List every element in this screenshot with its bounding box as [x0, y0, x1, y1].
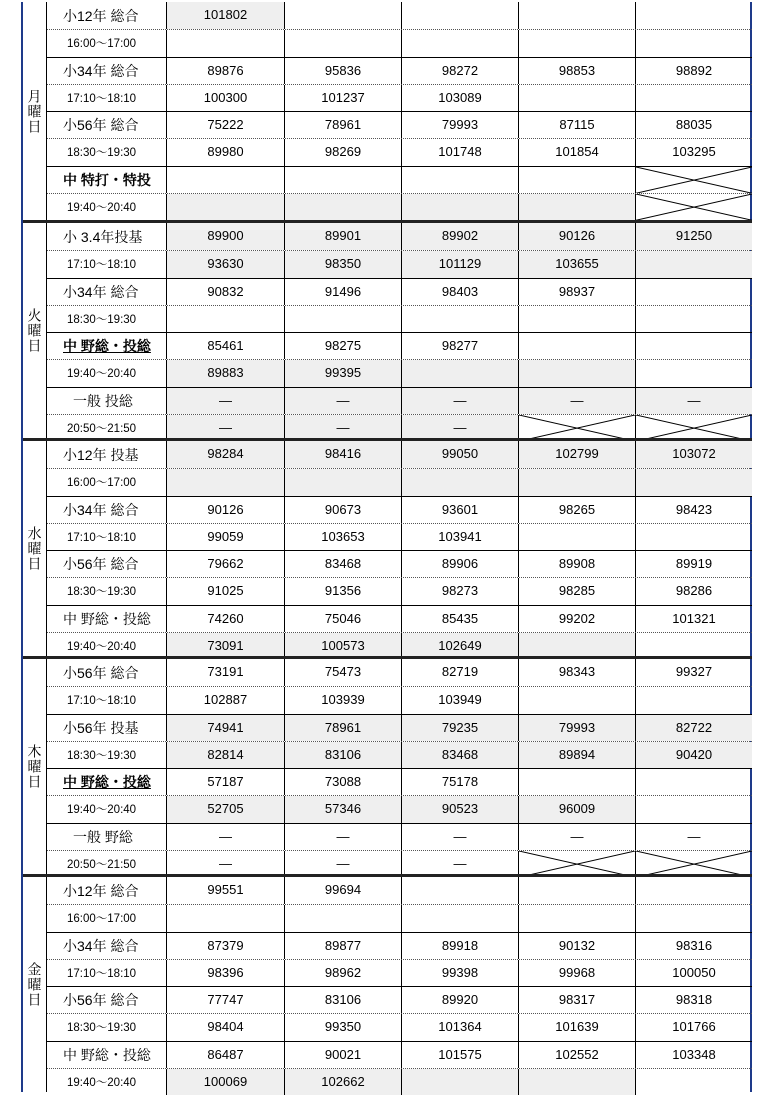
class-row [47, 1041, 752, 1068]
member-id-cell: 82719 [402, 659, 519, 686]
member-id-cell: 98284 [167, 441, 285, 468]
member-id-cell [636, 30, 752, 56]
day-label [23, 2, 47, 220]
class-name: 小34年 総合 [47, 497, 167, 523]
member-id-cell [636, 85, 752, 111]
class-time: 20:50～21:50 [47, 415, 167, 441]
member-id-cell: 90132 [519, 933, 636, 959]
member-id-cell: — [167, 851, 285, 877]
member-id-cell: 82722 [636, 715, 752, 741]
member-id-cell [636, 877, 752, 904]
member-id-cell: 89901 [285, 223, 402, 250]
class-row [47, 550, 752, 577]
member-id-cell: 93601 [402, 497, 519, 523]
member-id-cell: 99398 [402, 960, 519, 986]
member-id-cell [167, 194, 285, 220]
member-id-cell [167, 306, 285, 332]
member-id-cell [636, 1069, 752, 1095]
member-id-cell: 101802 [167, 2, 285, 29]
member-id-cell [402, 905, 519, 931]
member-id-cell: 98272 [402, 58, 519, 84]
member-id-cell [402, 877, 519, 904]
day-label [23, 877, 47, 1092]
member-id-cell: 79662 [167, 551, 285, 577]
member-id-cell [636, 167, 752, 193]
member-id-cell: 103295 [672, 144, 716, 160]
member-id-cell: 77747 [167, 987, 285, 1013]
class-time: 17:10～18:10 [47, 85, 167, 111]
member-id-cell: 89876 [167, 58, 285, 84]
member-id-cell: 91250 [636, 223, 752, 250]
member-id-cell [519, 194, 636, 220]
member-id-cell: 98318 [675, 992, 713, 1007]
member-id-cell: 91496 [285, 279, 402, 305]
class-name: 小34年 総合 [47, 58, 167, 84]
class-row [47, 166, 752, 193]
member-id-cell: 101237 [285, 85, 402, 111]
member-id-cell: 96009 [519, 796, 636, 822]
cross-mark-icon [636, 167, 752, 193]
member-id-cell: — [636, 388, 752, 414]
member-id-cell: 90523 [402, 796, 519, 822]
member-id-cell: 89894 [519, 742, 636, 768]
member-id-cell: — [402, 415, 519, 441]
member-id-cell [402, 167, 519, 193]
member-id-cell: 98316 [675, 937, 713, 953]
member-id-cell [519, 524, 636, 550]
member-id-cell: — [687, 828, 701, 844]
member-id-cell [636, 469, 752, 495]
member-id-cell: 79235 [402, 715, 519, 741]
member-id-cell: 98275 [285, 333, 402, 359]
class-row [47, 714, 752, 741]
class-time-row [47, 850, 752, 877]
class-row [47, 223, 752, 250]
member-id-cell: 103089 [402, 85, 519, 111]
member-id-cell [167, 30, 285, 56]
member-id-cell [519, 333, 636, 359]
member-id-cell: 90021 [285, 1042, 402, 1068]
member-id-cell: 75178 [402, 769, 519, 795]
class-time: 18:30～19:30 [47, 139, 167, 165]
member-id-cell [285, 469, 402, 495]
member-id-cell: 89919 [675, 556, 713, 571]
day-block [23, 220, 752, 438]
member-id-cell: 89918 [402, 933, 519, 959]
class-row [47, 496, 752, 523]
member-id-cell: 90126 [519, 223, 636, 250]
member-id-cell [519, 85, 636, 111]
class-row [47, 605, 752, 632]
member-id-cell: 98269 [285, 139, 402, 165]
member-id-cell: 101129 [402, 251, 519, 277]
class-time-row [47, 468, 752, 495]
day-label-text: 金曜日 [26, 962, 43, 1007]
member-id-cell [636, 687, 752, 713]
class-row [47, 2, 752, 29]
member-id-cell [167, 905, 285, 931]
class-name: 小34年 総合 [47, 279, 167, 305]
member-id-cell: 102887 [167, 687, 285, 713]
class-row [47, 441, 752, 468]
class-time: 17:10～18:10 [47, 524, 167, 550]
member-id-cell: 74260 [167, 606, 285, 632]
member-id-cell: 99968 [519, 960, 636, 986]
member-id-cell: 83106 [285, 987, 402, 1013]
member-id-cell [402, 1069, 519, 1095]
class-name: 小12年 総合 [47, 877, 167, 904]
member-id-cell: 103348 [672, 1046, 716, 1062]
member-id-cell: 98277 [402, 333, 519, 359]
class-name: 中 野総・投総 [47, 1042, 167, 1068]
member-id-cell [167, 469, 285, 495]
member-id-cell: 78961 [285, 715, 402, 741]
member-id-cell: 101854 [519, 139, 636, 165]
member-id-cell: 79993 [402, 112, 519, 138]
class-time: 16:00～17:00 [47, 469, 167, 495]
member-id-cell: — [285, 851, 402, 877]
member-id-cell: 99327 [675, 664, 713, 679]
member-id-cell: 73091 [167, 633, 285, 659]
member-id-cell [636, 333, 752, 359]
class-name: 中 野総・投総 [47, 333, 167, 359]
class-time: 18:30～19:30 [47, 1014, 167, 1040]
class-time: 18:30～19:30 [47, 742, 167, 768]
member-id-cell: 89883 [167, 360, 285, 386]
class-time: 18:30～19:30 [47, 306, 167, 332]
class-row [47, 768, 752, 795]
member-id-cell: 98403 [402, 279, 519, 305]
member-id-cell [519, 1069, 636, 1095]
class-name: 中 野総・投総 [47, 606, 167, 632]
day-block [23, 2, 752, 220]
schedule-sheet [21, 2, 752, 1092]
member-id-cell: 75046 [285, 606, 402, 632]
member-id-cell: 95836 [285, 58, 402, 84]
member-id-cell: 99694 [285, 877, 402, 904]
member-id-cell: 101575 [402, 1042, 519, 1068]
member-id-cell: 103653 [285, 524, 402, 550]
day-block [23, 656, 752, 874]
member-id-cell: 82814 [167, 742, 285, 768]
member-id-cell: — [402, 388, 519, 414]
member-id-cell: 78961 [285, 112, 402, 138]
member-id-cell: 85435 [402, 606, 519, 632]
member-id-cell [636, 524, 752, 550]
member-id-cell: 73191 [167, 659, 285, 686]
class-time-row [47, 193, 752, 220]
member-id-cell: 98265 [519, 497, 636, 523]
class-name: 小56年 総合 [47, 987, 167, 1013]
class-time-row [47, 959, 752, 986]
member-id-cell [402, 2, 519, 29]
class-time-row [47, 1013, 752, 1040]
member-id-cell: 98962 [285, 960, 402, 986]
member-id-cell: 98423 [675, 501, 713, 517]
member-id-cell [285, 306, 402, 332]
member-id-cell [402, 469, 519, 495]
class-row [47, 823, 752, 850]
member-id-cell: 99059 [167, 524, 285, 550]
cross-mark-icon [636, 194, 752, 220]
class-time: 19:40～20:40 [47, 360, 167, 386]
member-id-cell: 98286 [675, 583, 713, 599]
day-label [23, 441, 47, 656]
member-id-cell [519, 167, 636, 193]
member-id-cell [167, 167, 285, 193]
member-id-cell: 98343 [519, 659, 636, 686]
member-id-cell [636, 306, 752, 332]
member-id-cell: 86487 [167, 1042, 285, 1068]
member-id-cell [402, 194, 519, 220]
class-row [47, 332, 752, 359]
class-name: 中 野総・投総 [47, 769, 167, 795]
member-id-cell: 79993 [519, 715, 636, 741]
day-block [23, 874, 752, 1092]
class-name: 小56年 投基 [47, 715, 167, 741]
class-name: 小12年 投基 [47, 441, 167, 468]
day-label-text: 月曜日 [26, 88, 43, 134]
member-id-cell: 102799 [519, 441, 636, 468]
class-time-row [47, 632, 752, 659]
member-id-cell: 102649 [402, 633, 519, 659]
member-id-cell: 98273 [402, 578, 519, 604]
member-id-cell [285, 905, 402, 931]
member-id-cell [636, 251, 752, 277]
member-id-cell: — [167, 415, 285, 441]
member-id-cell: 99551 [167, 877, 285, 904]
class-time-row [47, 138, 752, 165]
class-row [47, 57, 752, 84]
class-time: 19:40～20:40 [47, 1069, 167, 1095]
class-time-row [47, 523, 752, 550]
member-id-cell: 100069 [167, 1069, 285, 1095]
class-name: 小56年 総合 [47, 112, 167, 138]
member-id-cell: 75222 [167, 112, 285, 138]
member-id-cell: 103655 [519, 251, 636, 277]
member-id-cell: 91025 [167, 578, 285, 604]
member-id-cell: 98416 [285, 441, 402, 468]
class-time: 16:00～17:00 [47, 30, 167, 56]
member-id-cell: 99202 [519, 606, 636, 632]
member-id-cell: 85461 [167, 333, 285, 359]
class-row [47, 659, 752, 686]
class-time: 19:40～20:40 [47, 194, 167, 220]
member-id-cell [636, 2, 752, 29]
member-id-cell: 83106 [285, 742, 402, 768]
class-time-row [47, 577, 752, 604]
class-time: 17:10～18:10 [47, 687, 167, 713]
member-id-cell: 101766 [672, 1019, 716, 1035]
member-id-cell: — [167, 824, 285, 850]
member-id-cell: — [402, 851, 519, 877]
member-id-cell: 90420 [636, 742, 752, 768]
member-id-cell: 101364 [402, 1014, 519, 1040]
member-id-cell: 89900 [167, 223, 285, 250]
class-name: 小34年 総合 [47, 933, 167, 959]
member-id-cell [519, 769, 636, 795]
member-id-cell: 98892 [675, 62, 713, 78]
member-id-cell [636, 796, 752, 822]
member-id-cell: — [167, 388, 285, 414]
member-id-cell [519, 687, 636, 713]
member-id-cell: 103072 [636, 441, 752, 468]
member-id-cell: 88035 [675, 117, 713, 132]
member-id-cell: 89980 [167, 139, 285, 165]
class-time: 19:40～20:40 [47, 633, 167, 659]
member-id-cell [519, 877, 636, 904]
member-id-cell: 99050 [402, 441, 519, 468]
class-time: 19:40～20:40 [47, 796, 167, 822]
day-label-text: 木曜日 [26, 744, 43, 789]
member-id-cell: — [519, 824, 636, 850]
member-id-cell [636, 360, 752, 386]
class-time-row [47, 84, 752, 111]
member-id-cell [636, 194, 752, 220]
class-time: 20:50～21:50 [47, 851, 167, 877]
class-row [47, 111, 752, 138]
member-id-cell: — [519, 388, 636, 414]
member-id-cell: 103941 [402, 524, 519, 550]
member-id-cell [285, 167, 402, 193]
class-row [47, 986, 752, 1013]
class-time: 17:10～18:10 [47, 960, 167, 986]
member-id-cell: 98350 [285, 251, 402, 277]
member-id-cell: 100300 [167, 85, 285, 111]
member-id-cell [402, 30, 519, 56]
member-id-cell: 98853 [519, 58, 636, 84]
member-id-cell: 101639 [519, 1014, 636, 1040]
member-id-cell [519, 469, 636, 495]
class-row [47, 932, 752, 959]
member-id-cell: 98285 [519, 578, 636, 604]
member-id-cell: — [285, 415, 402, 441]
member-id-cell: 98404 [167, 1014, 285, 1040]
class-time: 16:00～17:00 [47, 905, 167, 931]
member-id-cell: 90673 [285, 497, 402, 523]
member-id-cell: 89877 [285, 933, 402, 959]
class-time-row [47, 904, 752, 931]
member-id-cell: 83468 [285, 551, 402, 577]
member-id-cell: — [285, 824, 402, 850]
member-id-cell: 101321 [672, 610, 716, 626]
member-id-cell: 103949 [402, 687, 519, 713]
member-id-cell: 100573 [285, 633, 402, 659]
member-id-cell: 101748 [402, 139, 519, 165]
member-id-cell [285, 194, 402, 220]
class-row [47, 278, 752, 305]
member-id-cell: 89920 [402, 987, 519, 1013]
class-time-row [47, 414, 752, 441]
class-name: 中 特打・特投 [47, 167, 167, 193]
member-id-cell: 103939 [285, 687, 402, 713]
member-id-cell [519, 360, 636, 386]
member-id-cell: 52705 [167, 796, 285, 822]
day-label [23, 223, 47, 438]
class-time: 18:30～19:30 [47, 578, 167, 604]
member-id-cell: 99395 [285, 360, 402, 386]
class-row [47, 877, 752, 904]
class-name: 小56年 総合 [47, 659, 167, 686]
member-id-cell [402, 306, 519, 332]
member-id-cell: 93630 [167, 251, 285, 277]
class-time: 17:10～18:10 [47, 251, 167, 277]
day-label-text: 火曜日 [26, 308, 43, 353]
member-id-cell [519, 306, 636, 332]
member-id-cell [285, 2, 402, 29]
member-id-cell: 91356 [285, 578, 402, 604]
member-id-cell [636, 279, 752, 305]
member-id-cell [636, 769, 752, 795]
member-id-cell [519, 905, 636, 931]
member-id-cell [636, 905, 752, 931]
class-row [47, 387, 752, 414]
class-time-row [47, 741, 752, 768]
member-id-cell: 89908 [519, 551, 636, 577]
member-id-cell: 102662 [285, 1069, 402, 1095]
member-id-cell [519, 2, 636, 29]
member-id-cell: 102552 [519, 1042, 636, 1068]
member-id-cell: 100050 [672, 964, 716, 980]
member-id-cell: 83468 [402, 742, 519, 768]
member-id-cell: 98937 [519, 279, 636, 305]
day-label-text: 水曜日 [26, 526, 43, 571]
class-time-row [47, 250, 752, 277]
day-block [23, 438, 752, 656]
member-id-cell: 74941 [167, 715, 285, 741]
member-id-cell: 75473 [285, 659, 402, 686]
class-time-row [47, 1068, 752, 1095]
member-id-cell: 87115 [519, 112, 636, 138]
class-time-row [47, 359, 752, 386]
member-id-cell: 57187 [167, 769, 285, 795]
member-id-cell: 73088 [285, 769, 402, 795]
member-id-cell: 99350 [285, 1014, 402, 1040]
member-id-cell [519, 30, 636, 56]
class-time-row [47, 686, 752, 713]
class-time-row [47, 305, 752, 332]
day-label [23, 659, 47, 874]
class-name: 一般 投総 [47, 388, 167, 414]
member-id-cell: 90126 [167, 497, 285, 523]
member-id-cell: 57346 [285, 796, 402, 822]
member-id-cell [285, 30, 402, 56]
member-id-cell [402, 360, 519, 386]
member-id-cell: 98317 [519, 987, 636, 1013]
member-id-cell: 89902 [402, 223, 519, 250]
class-name: 小 3.4年投基 [47, 223, 167, 250]
class-time-row [47, 29, 752, 56]
class-name: 小56年 総合 [47, 551, 167, 577]
class-name: 小12年 総合 [47, 2, 167, 29]
member-id-cell: 98396 [167, 960, 285, 986]
member-id-cell: 90832 [167, 279, 285, 305]
member-id-cell: — [285, 388, 402, 414]
member-id-cell: 87379 [167, 933, 285, 959]
class-name: 一般 野総 [47, 824, 167, 850]
class-time-row [47, 795, 752, 822]
member-id-cell: — [402, 824, 519, 850]
member-id-cell: 89906 [402, 551, 519, 577]
